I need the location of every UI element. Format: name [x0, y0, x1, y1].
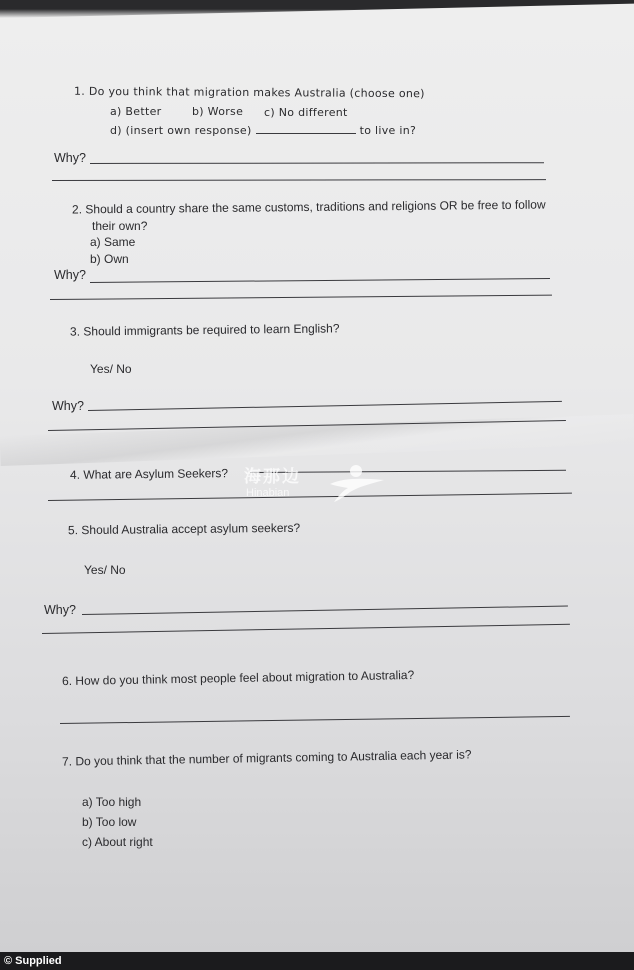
q3-answer: Yes/ No — [90, 362, 132, 376]
q7-option-a: a) Too high — [82, 795, 142, 809]
watermark-swimmer-icon — [326, 462, 388, 504]
q2-question-line1: 2. Should a country share the same customs, traditions and religions OR be free to follow — [71, 197, 546, 217]
paper-fold — [0, 414, 634, 466]
q2-why-line-1 — [90, 278, 550, 283]
q1-why-line-2 — [52, 179, 546, 181]
q6-answer-line — [60, 716, 570, 724]
q2-question-line2: their own? — [92, 219, 148, 233]
q1-option-b: b) Worse — [192, 105, 244, 118]
q5-why-line-2 — [42, 624, 570, 634]
q1-question: 1. Do you think that migration makes Australia (choose one) — [73, 84, 425, 101]
watermark-brand-en: Hinabian — [246, 487, 290, 499]
q1-option-d-tail: to live in? — [359, 124, 417, 137]
photo-credit: © Supplied — [4, 955, 62, 967]
q1-option-d-label: d) (insert own response) — [110, 124, 252, 137]
q2-why-line-2 — [50, 295, 552, 300]
q4-answer-line-2 — [48, 493, 572, 501]
q1-option-c: c) No different — [264, 106, 348, 119]
q2-option-b: b) Own — [90, 252, 129, 266]
watermark-brand-cn: 海那边 — [244, 467, 301, 486]
q5-why-label: Why? — [44, 603, 76, 617]
q1-option-d — [110, 124, 416, 137]
q2-why-label: Why? — [54, 268, 86, 282]
q1-why-label: Why? — [54, 151, 86, 165]
q1-why-line-1 — [90, 162, 544, 164]
q7-question: 7. Do you think that the number of migrants coming to Australia each year is? — [61, 747, 472, 769]
q1-option-d-blank — [256, 133, 356, 134]
q5-answer: Yes/ No — [84, 563, 126, 577]
q5-question: 5. Should Australia accept asylum seekers? — [67, 520, 301, 538]
q7-option-b: b) Too low — [82, 815, 137, 829]
q6-question: 6. How do you think most people feel about migration to Australia? — [61, 667, 415, 689]
q2-option-a: a) Same — [90, 235, 136, 249]
q5-why-line-1 — [82, 606, 568, 615]
q1-option-a: a) Better — [110, 105, 162, 118]
q7-option-c: c) About right — [82, 835, 153, 849]
q3-why-label: Why? — [52, 399, 84, 413]
q4-question: 4. What are Asylum Seekers? — [69, 466, 229, 482]
q3-question: 3. Should immigrants be required to learn English? — [69, 321, 340, 339]
q3-why-line-1 — [88, 401, 562, 411]
